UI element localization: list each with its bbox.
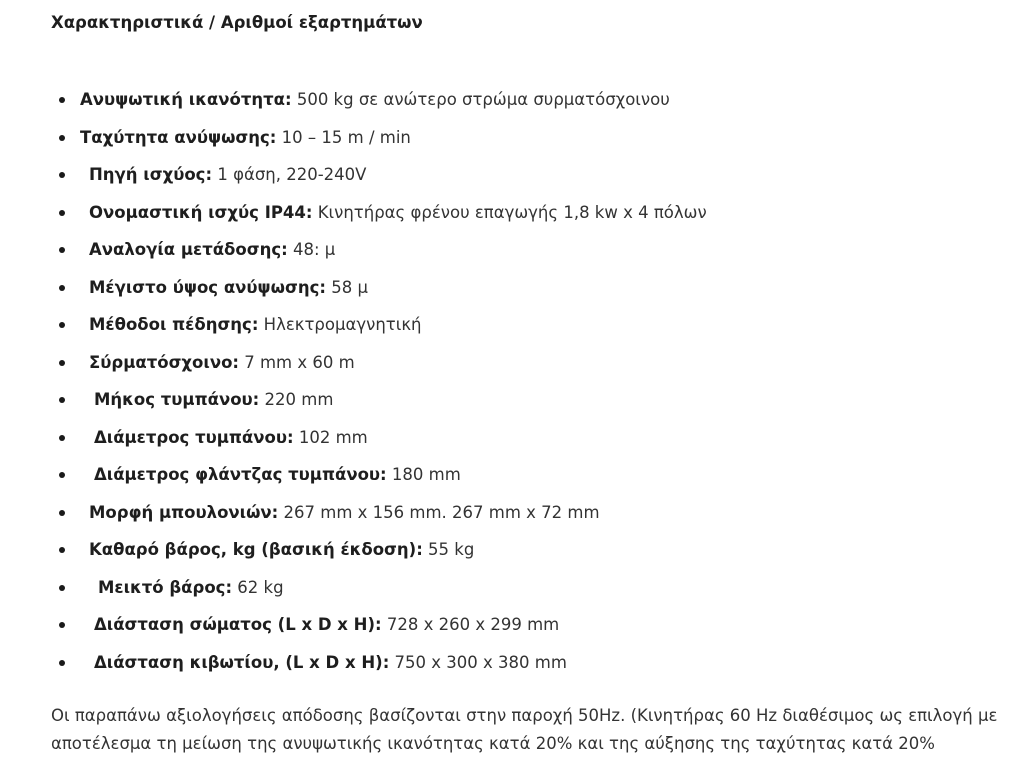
spec-text xyxy=(94,456,461,494)
spec-value: 500 kg σε ανώτερο στρώμα συρματόσχοινου xyxy=(291,90,670,109)
bullet-icon xyxy=(59,360,65,366)
bullet-icon xyxy=(59,135,65,141)
spec-value: 267 mm x 156 mm. 267 mm x 72 mm xyxy=(278,502,600,522)
spec-text xyxy=(89,306,422,344)
spec-text xyxy=(94,419,368,457)
spec-label: Πηγή ισχύος: xyxy=(89,165,213,184)
note-line-2: αποτέλεσμα τη μείωση της ανυψωτικής ικανότητας κατά 20% και της αύξησης της ταχύτητας κατά 20% xyxy=(51,734,935,753)
spec-label: Διάσταση σώματος (L x D x H): xyxy=(94,615,382,634)
spec-label: Διάμετρος φλάντζας τυμπάνου: xyxy=(94,465,387,484)
spec-text xyxy=(98,569,284,607)
spec-text xyxy=(89,156,366,194)
spec-label: Διάσταση κιβωτίου, (L x D x H): xyxy=(94,652,390,672)
spec-value: Κινητήρας φρένου επαγωγής 1,8 kw x 4 πόλων xyxy=(312,202,707,222)
spec-text xyxy=(89,531,474,569)
bullet-icon xyxy=(59,285,65,291)
spec-label: Ονομαστική ισχύς IP44: xyxy=(89,202,313,222)
spec-text xyxy=(89,344,355,382)
spec-value: 10 – 15 m / min xyxy=(276,127,411,147)
bullet-icon xyxy=(59,322,65,328)
spec-text xyxy=(80,119,411,157)
bullet-icon xyxy=(59,435,65,441)
bullet-icon xyxy=(59,397,65,403)
bullet-icon xyxy=(59,210,65,216)
spec-label: Μέθοδοι πέδησης: xyxy=(89,315,259,334)
section-heading: Χαρακτηριστικά / Αριθμοί εξαρτημάτων xyxy=(51,13,423,32)
spec-value: 220 mm xyxy=(259,390,334,409)
spec-value: 48: μ xyxy=(287,240,336,259)
spec-label: Μήκος τυμπάνου: xyxy=(94,390,260,409)
spec-value: 750 x 300 x 380 mm xyxy=(389,652,567,672)
spec-label: Διάμετρος τυμπάνου: xyxy=(94,427,294,447)
bullet-icon xyxy=(59,472,65,478)
spec-text xyxy=(94,606,559,644)
spec-value: 7 mm x 60 m xyxy=(239,352,355,372)
bullet-icon xyxy=(59,172,65,178)
spec-text xyxy=(89,269,368,307)
spec-value: 180 mm xyxy=(386,465,461,484)
spec-label: Καθαρό βάρος, kg (βασική έκδοση): xyxy=(89,540,423,559)
spec-label: Ταχύτητα ανύψωσης: xyxy=(80,127,277,147)
spec-label: Ανυψωτική ικανότητα: xyxy=(80,90,292,109)
spec-value: 58 μ xyxy=(325,277,368,297)
bullet-icon xyxy=(59,510,65,516)
note-line-1: Οι παραπάνω αξιολογήσεις απόδοσης βασίζονται στην παροχή 50Hz. (Κινητήρας 60 Hz διαθέσιμος ως επιλογή με xyxy=(51,706,998,725)
spec-value: 728 x 260 x 299 mm xyxy=(381,615,560,634)
spec-value: 62 kg xyxy=(232,577,284,597)
bullet-icon xyxy=(59,660,65,666)
bullet-icon xyxy=(59,547,65,553)
spec-value: 1 φάση, 220-240V xyxy=(212,165,367,184)
spec-value: Ηλεκτρομαγνητική xyxy=(258,315,422,334)
performance-note xyxy=(51,702,1011,758)
spec-text xyxy=(94,644,567,682)
spec-label: Μέγιστο ύψος ανύψωσης: xyxy=(89,277,326,297)
bullet-icon xyxy=(59,247,65,253)
spec-label: Μεικτό βάρος: xyxy=(98,577,233,597)
spec-value: 102 mm xyxy=(293,427,368,447)
spec-text xyxy=(89,231,335,269)
bullet-icon xyxy=(59,585,65,591)
bullet-icon xyxy=(59,622,65,628)
spec-label: Μορφή μπουλονιών: xyxy=(89,502,279,522)
bullet-icon xyxy=(59,97,65,103)
spec-text xyxy=(89,194,707,232)
spec-text xyxy=(94,381,333,419)
spec-label: Αναλογία μετάδοσης: xyxy=(89,240,288,259)
spec-label: Σύρματόσχοινο: xyxy=(89,352,239,372)
spec-text xyxy=(89,494,600,532)
spec-text xyxy=(80,81,670,119)
spec-value: 55 kg xyxy=(422,540,475,559)
